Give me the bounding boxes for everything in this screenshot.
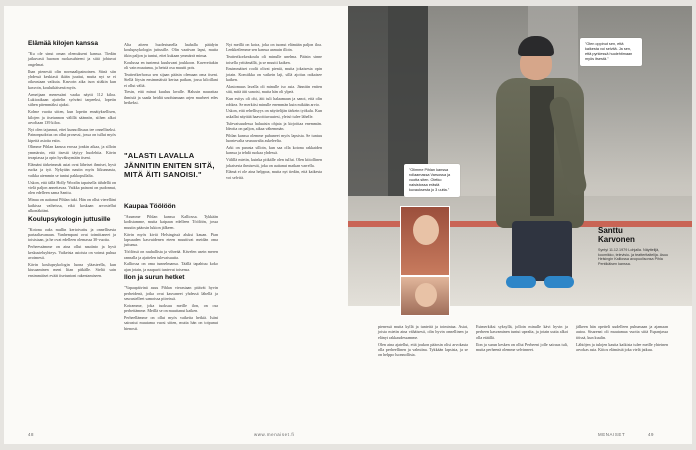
- paragraph: Kun esitys oli ohi, äiti tuli halaamaan ja sanoi, että olin rohkea. Se merkitsi minulle enemmän kuin mikään arvio.: [226, 96, 322, 107]
- paragraph: "Asumme Pihlan kanssa Kalliossa. Tykkään kodistamme, mutta kaipaan edelleen Töölöön, jossa muutin pääosin lukion jälkeen.: [124, 214, 218, 230]
- paragraph: Teatterikorkeakoulu oli minulle unelma. Pääsin sinne toisella yrittämällä, ja se muutti kaiken.: [226, 54, 322, 65]
- paragraph: Olimme Pihlan kanssa erossa jonkin aikaa, ja silloin ymmärsin, että itsestä täytyy huolehtia. Kävin terapiassa ja opin hyväksymään itseni.: [28, 144, 116, 161]
- paragraph: Ensimmäiset roolit olivat pieniä, mutta jokaisesta opin jotain. Komiikka on vaikein laji, sillä ajoitus ratkaisee kaiken.: [226, 66, 322, 83]
- paragraph: Elämäni tärkeimmät asiat ovat läheiset ihmiset, hyvä ruoka ja työ. Nykyään nautin myös liikunnasta, vaikka aiemmin se tuntui pakkopullalta.: [28, 162, 116, 178]
- paragraph: Nyt olen tajunnut, ettei kunnollisuus tee onnelliseksi. Painonpudotus on ollut prosessi, jossa on tullut myös kipeitä asioita esiin.: [28, 126, 116, 143]
- right-page: [348, 6, 692, 444]
- paragraph: Tiesin, että minut kuuluu lavalle. Halusin naurattaa ihmisiä ja saada heidät unohtamaan arjen murheet edes hetkeksi.: [124, 89, 218, 106]
- magazine-footer: MENAISET: [598, 432, 626, 437]
- paragraph: Kävin myös kiviä Helsingissä aluksi kauan. Pian lapsuuden kasvuidenen eteen muuttivat meidän oma juttunsa.: [124, 231, 218, 248]
- right-page-number: 49: [648, 432, 655, 437]
- quote-bubble-mid: "Olimme Pihlan kanssa rollaamassa Varsossa ja vuotta siten. Oletko naisistossa erästä kuvauksesta jo 3 uutta.": [404, 164, 460, 197]
- paragraph: Olen aina ajatellut, että joukon pääosin olisi arvokasta olla perheellinen ja valmiina. Tykkään lapsista, ja se on helppo luonnollista.: [378, 341, 468, 358]
- paragraph: Ilon ja surun kesken on ollut Perheeni jolle sairaus tuli, mutta perheenä olemme selvinneet.: [476, 341, 568, 353]
- paragraph: Esimerkiksi syksyllä, jolloin minulle kävi hyvin ja perheen kasvaminen tuntui upealta, ja jotain uutta alkoi olla etäällä.: [476, 324, 568, 340]
- paragraph: pienessä mutta kyllä ja tunteitä ja toimintaa. Asiat, joista mietin aina vähäisesti, olin hyvin onnellinen ja elänyt rakkaudessamme.: [378, 324, 468, 340]
- inset-photo-3: [400, 276, 450, 316]
- name-last: Karvonen: [598, 235, 635, 244]
- right-col-3: [576, 324, 668, 354]
- name-first: Santtu: [598, 226, 623, 235]
- paragraph: Armeijaan menessäni vaaka näytti 112 kiloa. Lukioaikaan ajattelin syöväni tarpeeksi, lopetin siihen pitemmäksi ajaksi.: [28, 91, 116, 108]
- paragraph: Kalliossa on oma tunnelmansa. Täällä tapahtuu koko ajan jotain, ja naapurit tuntevat toisensa.: [124, 261, 218, 272]
- paragraph: Minua on auttanut Pihlan tuki. Hän on ollut vierelläni kaikissa vaiheissa, eikä koskaan arvostellut ulkonäköäni.: [28, 197, 116, 214]
- quote-bubble-top: "Olen oppinut sen, että kaikesta voi selvitä. Ja sen, että pyrkiessä huolehtimaan myös itsestä.": [580, 38, 642, 66]
- section-heading: Kaupaa Töölöön: [124, 203, 176, 210]
- paragraph: Kävin koulupsykologin luona yläasteella, kun kiusaaminen meni liian pitkälle. Sieltä sain ensimmäiset eväät itsetuntoni rakentamiseen.: [28, 261, 116, 278]
- paragraph: Uskon, että rehellisyys on näyttelijän tärkein työkalu. Kun uskallat näyttää haavoittuvuutesi, yleisö tulee lähelle.: [226, 108, 322, 119]
- paragraph: "Vapaapäivinä asuu Pihlan vierastaan pitävät hyvin perheidenä, jotka ovat kasvaneet yhdessä lähellä ja seurustelleet samoissa piireissä.: [124, 285, 218, 302]
- column-1: [28, 38, 116, 279]
- paragraph: "Kotona oaks mullin kertoivattu ja onnellisesta partaaltavanaan. Vanhempani ovat toimittaneet ja toisistaan, ja he ovat edelleen olemassa 30-vuotta.: [28, 226, 116, 243]
- paragraph: Perheellämme on ollut myös vaikeita hetkiä. Isäni sairastui muutama vuosi sitten, mutta hän on toipunut hienosti.: [124, 315, 218, 331]
- paragraph: Arki on parasta silloin, kun saa olla kotona rakkaiden kanssa ja tehdä ruokaa yhdessä.: [226, 145, 322, 156]
- pull-quote: "ALASTI LAVALLA JÄNNITIN ENITEN SITÄ, MITÄ ÄITI SANOISI.": [124, 151, 215, 180]
- man-figure: [478, 26, 608, 296]
- paragraph: Teatterikerhossa sen sijaan pääsin olemaan oma itseni. Siellä löysin ensimmäistä kertaa paikan, jossa kiloillani ei ollut väliä.: [124, 71, 218, 88]
- paragraph: Pihlan kanssa olemme puhuneet myös lapsista. Se tuntuu luontevalta seuraavalta askeleelta.: [226, 132, 322, 144]
- paragraph: Alta aiteen huolestunella lauhalla päädyin koulupsykologin juttusille. Olin vaativan lapsi, mutta itkin paljon ja tuntui, ettei kukaan ymmärrä minua.: [124, 42, 218, 58]
- paragraph: Uskon, että tällä Holly Woodin tapaisella tähdellä on vielä paljon annettavaa. Vaikka painoni on pudonnut, olen edelleen sama Santtu.: [28, 179, 116, 196]
- paragraph: Töölössä on rauhallista ja vihreää. Kävelen usein meren rannalla ja ajattelen tulevaisuutta.: [124, 249, 218, 260]
- section-heading: Koulupsykologin juttusille: [28, 215, 111, 223]
- column-2-bottom: [124, 201, 218, 333]
- right-col-2: [476, 324, 568, 354]
- section-heading: Elämää kilojen kanssa: [28, 40, 99, 47]
- column-2-top: [124, 42, 218, 107]
- person-name: [598, 226, 635, 244]
- paragraph: Alastomuus lavalla oli minulle iso asia. Jännitin eniten sitä, mitä äiti sanoisi, mutta hän oli ylpeä.: [226, 84, 322, 95]
- inset-photo-1: [400, 206, 450, 276]
- website-footer: www.menaiset.fi: [254, 432, 295, 437]
- paragraph: "Ku ole sinut oman olemukseni kanssa. Tiedän jatkuvasti huonon ruokasuhteeni ja siitä johtuvat ongelmat.: [28, 51, 116, 67]
- right-col-1: [378, 324, 468, 359]
- paragraph: Lähtöjen ja tulojen kautta kaikista tulee meille yhteinen arvokas asia. Kiitos elämästä joka vielä jatkuu.: [576, 341, 668, 353]
- paragraph: Elämä ei ole aina helppoa, mutta nyt tiedän, että kaikesta voi selvitä.: [226, 169, 322, 180]
- paragraph: Kolme vuotta sitten, kun lopetin ennätyksellisen, kilojen ja itsetunnon välillä säännön, siihen alkoi arvoltaan 139 kiloa.: [28, 109, 116, 126]
- left-page-number: 48: [28, 432, 35, 437]
- paragraph: Koulussa en tuntenut kuuluvani joukkoon. Kavereitakin oli vain muutama, ja heistä osa muutti pois.: [124, 59, 218, 71]
- paragraph: jälkeen hän opetteli uudelleen puhumaan ja ajamaan autoa. Sisaresni oli muutamaa vuotta siitä Espanjassa töissä, kun kuulin.: [576, 324, 668, 340]
- left-page: [4, 6, 348, 444]
- paragraph: Koiramme, joka tuoksuu meille ilon, on osa perhettämme. Meillä se on muuttanut kaiken.: [124, 302, 218, 314]
- paragraph: Nyt meillä on koira, joka on tuonut elämään paljon iloa. Lenkkeilemme sen kanssa aamuin illoin.: [226, 42, 322, 53]
- section-heading: Ilon ja surun hetket: [124, 274, 185, 282]
- column-3: [226, 42, 322, 182]
- paragraph: Tulevaisuudessa haluaisin ohjata ja kirjoittaa enemmän. Ideoita on paljon, aikaa vähemmän.: [226, 120, 322, 132]
- person-bio: Syntyi 11.12.1979 Lohjalla. Näyttelijä, koomikko, televisio- ja teatteritaitelija. Asuu Helsingin Kalliossa avopuolisonsa Pihla Pentikäisen kanssa.: [598, 248, 669, 266]
- paragraph: Perheessämme on aina ollut nautinto ja hyvä keskusteluyhteys. Vaikeista asioista on voinut puhua avoimesti.: [28, 244, 116, 260]
- paragraph: Ihan pienestä olin normaalipainoinen. Siinä siin yhdessä keskiasti ikään juuttui, mutta nyt se ei oikeastaan vaikuta. Kasvoin aika ison sitäkin kun kasvoin, kouluikäisenä myös.: [28, 68, 116, 90]
- paragraph: Välillä mietin, kuinka pitkälle olen tullut. Olen kiitollinen jokaisesta ihmisestä, joka on auttanut matkan varrella.: [226, 157, 322, 168]
